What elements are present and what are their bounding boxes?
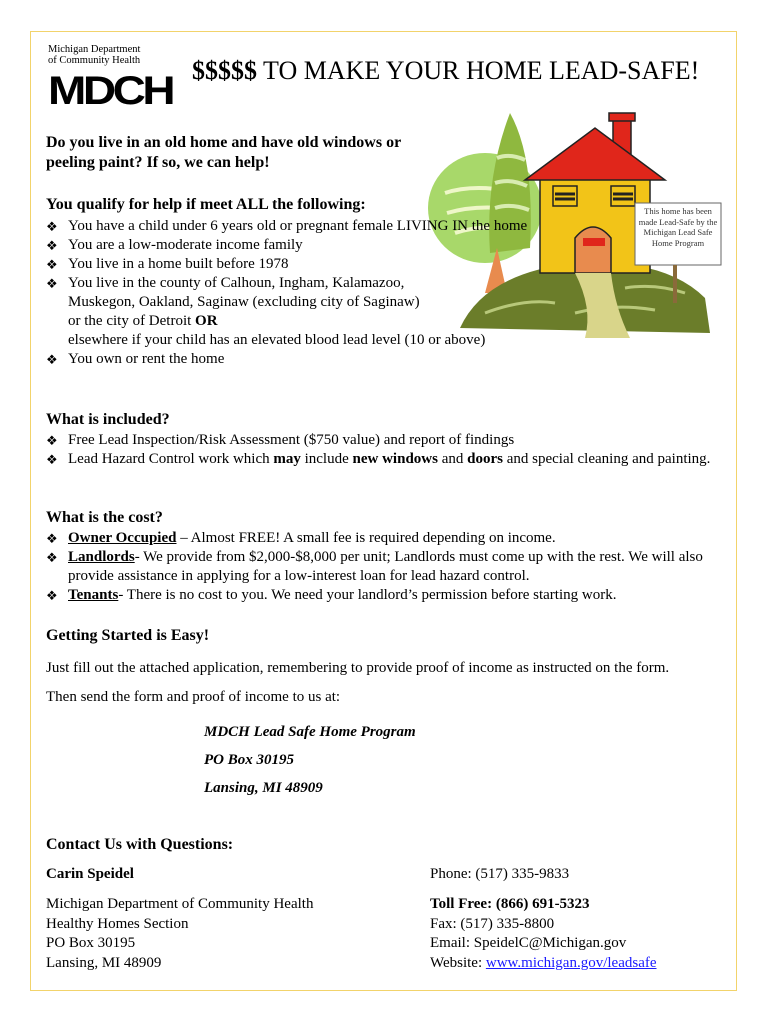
qualify-heading: You qualify for help if meet ALL the following: bbox=[46, 196, 366, 213]
logo-line2: of Community Health bbox=[48, 55, 141, 66]
diamond-bullet-icon: ❖ bbox=[46, 588, 58, 603]
title-text: TO MAKE YOUR HOME LEAD-SAFE! bbox=[257, 56, 700, 85]
owner-label: Owner Occupied bbox=[68, 530, 177, 546]
cost-list bbox=[46, 529, 726, 605]
list-item: ❖ Lead Hazard Control work which may include new windows and doors and special cleaning and painting. bbox=[46, 451, 711, 467]
toll-free: Toll Free: (866) 691-5323 bbox=[430, 896, 590, 912]
contact-phone: Phone: (517) 335-9833 bbox=[430, 866, 570, 882]
intro-text: Do you live in an old home and have old windows or peeling paint? If so, we can help! bbox=[46, 134, 401, 171]
website-line: Website: www.michigan.gov/leadsafe bbox=[430, 954, 657, 971]
landlords-label: Landlords bbox=[68, 549, 135, 565]
list-item: ❖ You live in the county of Calhoun, Ingham, Kalamazoo, Muskegon, Oakland, Saginaw (excluding city of Saginaw) or the city of Detroit ORelsewhere if your child has an elevated blood lead level (10 or above) bbox=[46, 275, 486, 348]
included-list bbox=[46, 431, 726, 469]
fax: Fax: (517) 335-8800 bbox=[430, 915, 555, 932]
list-item: ❖ Tenants- There is no cost to you. We need your landlord’s permission before starting work. bbox=[46, 587, 617, 603]
diamond-bullet-icon: ❖ bbox=[46, 276, 58, 291]
list-item: ❖ You are a low-moderate income family bbox=[46, 237, 303, 253]
diamond-bullet-icon: ❖ bbox=[46, 352, 58, 367]
instructions-text: Just fill out the attached application, remembering to provide proof of income as instructed on the form. bbox=[46, 660, 670, 676]
cost-heading: What is the cost? bbox=[46, 509, 163, 526]
tenants-label: Tenants bbox=[68, 587, 119, 603]
list-item: ❖ Owner Occupied – Almost FREE! A small fee is required depending on income. bbox=[46, 530, 556, 546]
list-item: ❖ Landlords- We provide from $2,000-$8,000 per unit; Landlords must come up with the rest. We will also provide assistance in applying for a low-interest loan for lead hazard control. bbox=[46, 549, 703, 584]
contact-name: Carin Speidel bbox=[46, 866, 134, 882]
list-item: ❖ You live in a home built before 1978 bbox=[46, 256, 289, 272]
diamond-bullet-icon: ❖ bbox=[46, 550, 58, 565]
logo-line1: Michigan Department bbox=[48, 44, 141, 55]
contact-org: Michigan Department of Community Health Healthy Homes Section PO Box 30195 Lansing, MI 48909 bbox=[46, 896, 314, 971]
qualify-list bbox=[46, 217, 546, 369]
list-item: ❖ You own or rent the home bbox=[46, 351, 225, 367]
lead-safe-sign: This home has been made Lead-Safe by the Michigan Lead Safe Home Program bbox=[638, 206, 718, 248]
mdch-logo bbox=[48, 44, 173, 116]
diamond-bullet-icon: ❖ bbox=[46, 531, 58, 546]
diamond-bullet-icon: ❖ bbox=[46, 238, 58, 253]
title-dollars: $$$$$ bbox=[192, 56, 257, 85]
list-item: ❖ Free Lead Inspection/Risk Assessment ($750 value) and report of findings bbox=[46, 432, 515, 448]
included-heading: What is included? bbox=[46, 411, 170, 428]
diamond-bullet-icon: ❖ bbox=[46, 452, 58, 467]
or-emphasis: OR bbox=[195, 313, 218, 329]
contact-heading: Contact Us with Questions: bbox=[46, 836, 234, 853]
website-link[interactable]: www.michigan.gov/leadsafe bbox=[485, 954, 657, 971]
email: Email: SpeidelC@Michigan.gov bbox=[430, 935, 627, 951]
diamond-bullet-icon: ❖ bbox=[46, 219, 58, 234]
mailing-address: MDCH Lead Safe Home Program PO Box 30195 Lansing, MI 48909 bbox=[204, 724, 416, 796]
getting-started-heading: Getting Started is Easy! bbox=[46, 627, 210, 644]
diamond-bullet-icon: ❖ bbox=[46, 433, 58, 448]
list-item: ❖ You have a child under 6 years old or pregnant female LIVING IN the home bbox=[46, 218, 528, 234]
diamond-bullet-icon: ❖ bbox=[46, 257, 58, 272]
logo-mark: MDCH bbox=[48, 69, 173, 113]
contact-details bbox=[430, 895, 657, 973]
page-title bbox=[192, 56, 699, 86]
send-text: Then send the form and proof of income to us at: bbox=[46, 689, 341, 705]
